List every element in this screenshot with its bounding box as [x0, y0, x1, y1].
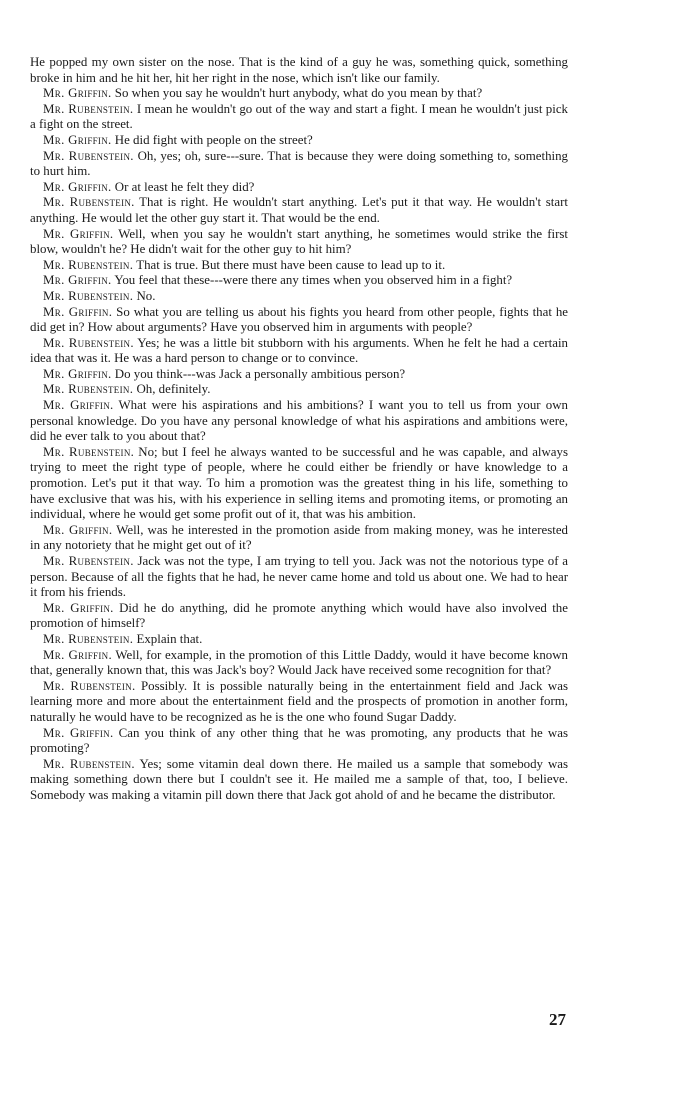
speaker-name: Mr. Griffin. [43, 132, 112, 147]
testimony-text: Well, when you say he wouldn't start anything, he sometimes would strike the first blow, wouldn't he? He didn't wait for the other guy to hit him? [30, 226, 568, 257]
speaker-name: Mr. Griffin. [43, 725, 114, 740]
testimony-text: Oh, definitely. [136, 382, 211, 397]
testimony-paragraph [30, 445, 568, 523]
speaker-name: Mr. Rubenstein. [43, 444, 135, 459]
testimony-text: No; but I feel he always wanted to be successful and he was capable, and always trying to meet the right type of people, where he could either be friendly or have knowledge to a promotion. Let's put it that way. To him a promotion was the greatest thing in his life, something to have exclusive that was his, with his experience in selling items and promoting items, or promoting an individual, where he would get some profit out of it, that was his ambition. [30, 444, 568, 522]
speaker-name: Mr. Rubenstein. [43, 195, 135, 210]
testimony-text: That is true. But there must have been cause to lead up to it. [136, 257, 446, 272]
testimony-paragraph [30, 149, 568, 180]
testimony-paragraph [30, 726, 568, 757]
speaker-name: Mr. Griffin. [43, 86, 112, 101]
testimony-paragraph [30, 86, 568, 102]
speaker-name: Mr. Griffin. [43, 522, 113, 537]
testimony-paragraph [30, 336, 568, 367]
testimony-text: He popped my own sister on the nose. That is the kind of a guy he was, something quick, something broke in him and he hit her, hit her right in the nose, which isn't like our family. [30, 55, 568, 85]
speaker-name: Mr. Griffin. [43, 226, 114, 241]
testimony-paragraph [30, 289, 568, 305]
testimony-paragraph [30, 648, 568, 679]
speaker-name: Mr. Rubenstein. [43, 756, 135, 771]
testimony-text: What were his aspirations and his ambitions? I want you to tell us from your own personal knowledge. Do you have any personal knowledge of what his aspirations and ambitions were, did he ever talk to you about that? [30, 398, 568, 444]
page-number: 27 [549, 1010, 566, 1029]
testimony-text: Can you think of any other thing that he was promoting, any products that he was promoting? [30, 725, 568, 756]
speaker-name: Mr. Rubenstein. [43, 288, 134, 303]
speaker-name: Mr. Griffin. [43, 398, 114, 413]
speaker-name: Mr. Griffin. [43, 366, 112, 381]
testimony-paragraph [30, 757, 568, 804]
testimony-paragraph [30, 632, 568, 648]
speaker-name: Mr. Rubenstein. [43, 678, 136, 693]
testimony-text: I mean he wouldn't go out of the way and start a fight. I mean he wouldn't just pick a fight on the street. [30, 101, 568, 132]
testimony-text: Well, was he interested in the promotion aside from making money, was he interested in any notoriety that he might get out of it? [30, 522, 568, 553]
testimony-text: You feel that these---were there any times when you observed him in a fight? [114, 273, 513, 288]
speaker-name: Mr. Rubenstein. [43, 148, 134, 163]
testimony-text: Well, for example, in the promotion of this Little Daddy, would it have become known that, generally known that, this was Jack's boy? Would Jack have received some recognition for that? [30, 647, 568, 678]
testimony-text: Yes; some vitamin deal down there. He mailed us a sample that somebody was making something down there but I couldn't see it. He mailed me a sample of that, too, I believe. Somebody was making a vitamin pill down there that Jack got ahold of and he became the distributor. [30, 756, 569, 802]
testimony-paragraph [30, 102, 568, 133]
testimony-paragraph [30, 227, 568, 258]
speaker-name: Mr. Rubenstein. [43, 101, 134, 116]
testimony-text: Yes; he was a little bit stubborn with his arguments. When he felt he had a certain idea that was it. He was a hard person to change or to convince. [30, 335, 569, 366]
testimony-text: That is right. He wouldn't start anything. Let's put it that way. He wouldn't start anything. He would let the other guy start it. That would be the end. [30, 195, 568, 225]
testimony-paragraph [30, 523, 568, 554]
speaker-name: Mr. Rubenstein. [43, 257, 134, 272]
testimony-paragraph [30, 305, 568, 336]
testimony-text: Oh, yes; oh, sure---sure. That is because they were doing something to, something to hurt him. [30, 148, 568, 179]
testimony-paragraph [30, 258, 568, 274]
testimony-text: He did fight with people on the street? [114, 132, 313, 147]
speaker-name: Mr. Rubenstein. [43, 335, 134, 350]
testimony-paragraph [30, 601, 568, 632]
testimony-text: Explain that. [136, 631, 203, 646]
testimony-text: Do you think---was Jack a personally ambitious person? [114, 366, 406, 381]
testimony-paragraph [30, 133, 568, 149]
testimony-text: Jack was not the type, I am trying to tell you. Jack was not the notorious type of a person. Because of all the fights that he had, he never came home and told us about one. We had to hear it from his friends. [30, 554, 568, 600]
speaker-name: Mr. Griffin. [43, 647, 112, 662]
testimony-paragraph [30, 398, 568, 445]
testimony-text: Did he do anything, did he promote anything which would have also involved the promotion of himself? [30, 600, 568, 631]
testimony-text: No. [136, 288, 156, 303]
speaker-name: Mr. Griffin. [43, 273, 112, 288]
testimony-text: So what you are telling us about his fights you heard from other people, fights that he did get in? How about arguments? Have you observed him in arguments with people? [30, 304, 568, 335]
speaker-name: Mr. Griffin. [43, 179, 112, 194]
transcript-page [30, 55, 568, 804]
testimony-paragraph [30, 180, 568, 196]
speaker-name: Mr. Rubenstein. [43, 554, 134, 568]
testimony-text: Possibly. It is possible naturally being in the entertainment field and Jack was learning more and more about the entertainment field and the prospects of promotion in another form, naturally he would have to be recognized as he is the one who found Sugar Daddy. [30, 678, 568, 724]
testimony-paragraph [30, 679, 568, 726]
testimony-paragraph [30, 554, 568, 601]
speaker-name: Mr. Griffin. [43, 304, 113, 319]
testimony-paragraph [30, 55, 568, 86]
testimony-paragraph [30, 382, 568, 398]
testimony-text: Or at least he felt they did? [114, 179, 255, 194]
speaker-name: Mr. Griffin. [43, 600, 114, 615]
testimony-paragraph [30, 367, 568, 383]
testimony-paragraph [30, 195, 568, 226]
speaker-name: Mr. Rubenstein. [43, 382, 134, 397]
testimony-text: So when you say he wouldn't hurt anybody, what do you mean by that? [114, 86, 483, 101]
testimony-paragraph [30, 273, 568, 289]
speaker-name: Mr. Rubenstein. [43, 631, 134, 646]
